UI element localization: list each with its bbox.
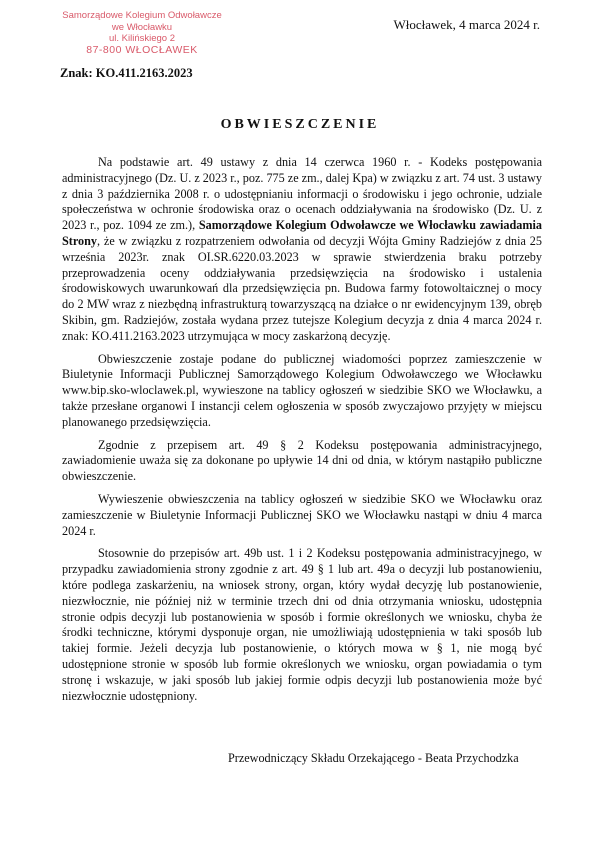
document-title: OBWIESZCZENIE <box>220 117 380 132</box>
document-body <box>62 155 542 711</box>
stamp-line-name: Samorządowe Kolegium Odwoławcze <box>62 10 222 21</box>
place-and-date: Włocławek, 4 marca 2024 r. <box>393 17 540 32</box>
stamp-line-city: we Włocławku <box>111 21 173 33</box>
paragraph-publication: Obwieszczenie zostaje podane do publicznej wiadomości poprzez zamieszczenie w Biuletynie Informacji Publicznej Samorządowego Kolegium Odwoławczego we Włocławku www.bip.sko-wloclawek.pl, wywieszone na tablicy ogłoszeń w siedzibie SKO we Włocławku, a także przesłane organowi I instancji celem ogłoszenia w sposób zwyczajowo przyjęty w miejscu planowanego przedsięwzięcia. <box>62 351 542 429</box>
paragraph-posting-date: Wywieszenie obwieszczenia na tablicy ogłoszeń w siedzibie SKO we Włocławku oraz zamieszczenie w Biuletynie Informacji Publicznej SKO we Włocławku nastąpi w dniu 4 marca 2024 r. <box>62 491 542 538</box>
paragraph-delivery: Zgodnie z przepisem art. 49 § 2 Kodeksu postępowania administracyjnego, zawiadomienie uważa się za dokonane po upływie 14 dni od dnia, w którym nastąpiło publiczne obwieszczenie. <box>62 437 542 484</box>
reference-number: Znak: KO.411.2163.2023 <box>60 66 193 80</box>
signature-line: Przewodniczący Składu Orzekającego - Beata Przychodzka <box>228 751 519 765</box>
paragraph-1-text-b: , że w związku z rozpatrzeniem odwołania od decyzji Wójta Gminy Radziejów z dnia 25 września 2023r. znak OI.SR.6220.03.2023 w sprawie stwierdzenia braku potrzeby przeprowadzenia oceny oddziaływania przedsięwzięcia na środowisko i ustalenia środowiskowych uwarunkowań dla przedsięwzięcia pn. Budowa farmy fotowoltaicznej o mocy do 2 MW wraz z niezbędną infrastrukturą towarzyszącą na działce o nr ewidencyjnym 139, obręb Skibin, gm. Radziejów, została wydana przez tutejsze Kolegium decyzja z dnia 4 marca 2024 r. znak: KO.411.2163.2023 utrzymująca w mocy zaskarżoną decyzję. <box>62 233 542 343</box>
paragraph-1-text-a: Na podstawie art. 49 ustawy z dnia 14 czerwca 1960 r. - Kodeks postępowania administracyjnego (Dz. U. z 2023 r., poz. 775 ze zm., dalej Kpa) w związku z art. 74 ust. 3 ustawy z dnia 3 października 2008 r. o udostępnianiu informacji o środowisku i jego ochronie, udziale społeczeństwa w ochronie środowiska oraz o ocenach oddziaływania na środowisko (Dz. U. z 2023 r., poz. 1094 ze zm.), <box>62 155 542 233</box>
stamp-line-street: ul. Kilińskiego 2 <box>108 33 175 44</box>
stamp-line-postcode: 87-800 WŁOCŁAWEK <box>86 43 198 56</box>
office-stamp <box>62 10 222 56</box>
paragraph-legal-basis <box>62 155 542 345</box>
paragraph-copy-request: Stosownie do przepisów art. 49b ust. 1 i 2 Kodeksu postępowania administracyjnego, w przypadku zawiadomienia strony zgodnie z art. 49 § 1 lub art. 49a o decyzji lub postanowieniu, które podlega zaskarżeniu, na wniosek strony, organ, który wydał decyzję lub postanowienie, niezwłocznie, nie później niż w terminie trzech dni od dnia otrzymania wniosku, udostępnia stronie odpis decyzji lub postanowienia w sposób i formie określonych we wniosku, chyba że środki techniczne, którymi dysponuje organ, nie umożliwiają udostępnienia w taki sposób lub takiej formie. Jeżeli decyzja lub postanowienie, o których mowa w § 1, nie mogą być udostępnione stronie w sposób lub formie określonych we wniosku, organ powiadamia o tym stronę i wskazuje, w jaki sposób lub jakiej formie odpis decyzji lub postanowienia może być niezwłocznie udostępniony. <box>62 546 542 703</box>
paragraph-1-bold: Samorządowe Kolegium Odwoławcze we Włocławku zawiadamia Strony <box>62 218 543 248</box>
